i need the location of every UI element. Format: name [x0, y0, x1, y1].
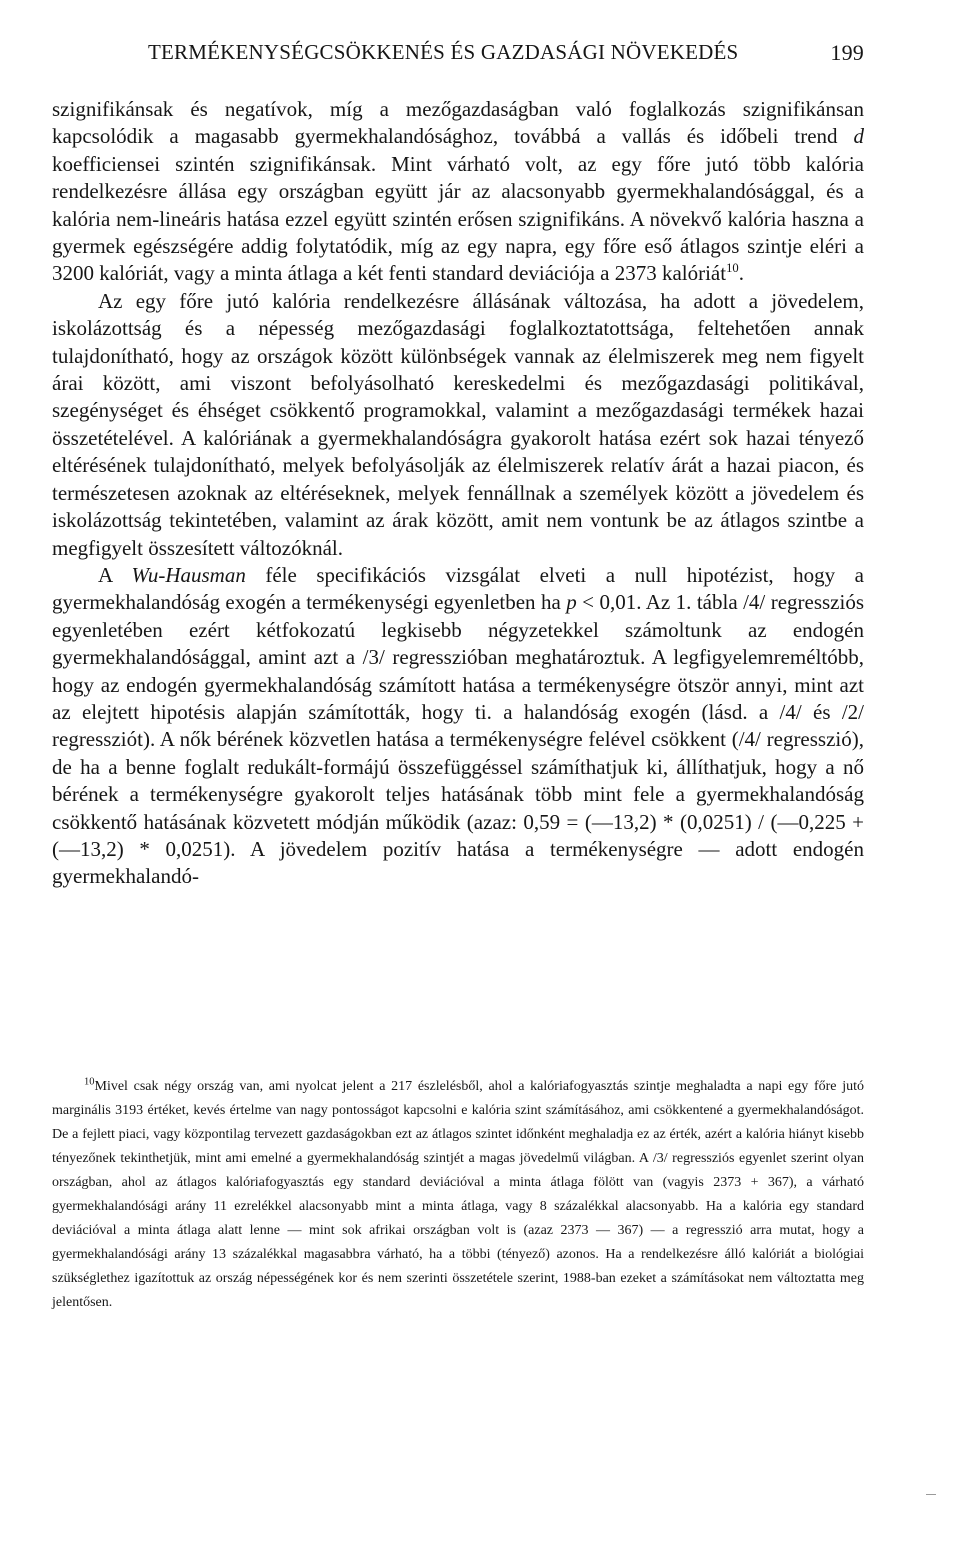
- scan-mark: [926, 1494, 936, 1495]
- paragraph-1-text-a: szignifikánsak és negatívok, míg a mezőgazdaságban való foglalkozás szignifikánsan kapcsolódik a magasabb gyermekhalandósághoz, továbbá a vallás és időbeli trend: [52, 97, 864, 149]
- footnote-section: [52, 1075, 864, 1315]
- paragraph-3-text-a: A: [98, 562, 132, 587]
- paragraph-3-text-b: féle specifikációs vizsgálat elveti a null hipotézist, hogy a gyermekhalandóság exogén a termékenységi egyenletben ha: [52, 562, 864, 615]
- paragraph-1-text-b: koefficiensei szintén szignifikánsak. Mint várható volt, az egy főre jutó több kalória rendelkezésre állása egy országban együtt jár az alacsonyabb gyermekhalandósággal, és a kalória nem-lineáris hatása ezzel együtt szintén erősen szignifikáns. A növekvő kalória haszna a gyermek egészségére addig folytatódik, míg az egy napra, egy főre eső átlagos szintje eléri a 3200 kalóriát, vagy a minta átlaga a két fenti standard deviációja a 2373 kalóriát: [52, 151, 864, 286]
- running-title: TERMÉKENYSÉGCSÖKKENÉS ÉS GAZDASÁGI NÖVEKEDÉS: [148, 40, 739, 64]
- footnote-reference: 10: [726, 261, 739, 276]
- footnote-number: 10: [84, 1076, 95, 1088]
- paragraph-3-text-c: < 0,01. Az 1. tábla /4/ regressziós egyenletében ezért kétfokozatú legkisebb négyzetekkel számoltunk az endogén gyermekhalandósággal, amint azt a /3/ regresszióban meghatároztuk. A legfigyelemreméltóbb, hogy az endogén gyermekhalandóság számított hatása a termékenységre ötször annyi, mint azt az elejtett hipotésis alapján számították, hogy ti. a halandóság exogén (lásd. a /4/ és /2/ regressziót). A nők bérének közvetlen hatása a termékenységre felével csökkent (/4/ regresszió), de ha a benne foglalt redukált-formájú összefüggéssel számíthatjuk ki, állíthatjuk, hogy a nő bérének a termékenységre gyakorolt teljes hatásának több mint fele a gyermekhalandóság csökkentő hatásának közvetett módján működik (azaz: 0,59 = (—13,2) * (0,0251) / (—0,225 + (—13,2) * 0,0251). A jövedelem pozitív hatása a termékenységre — adott endogén gyermekhalandó-: [52, 590, 864, 889]
- paragraph-2: Az egy főre jutó kalória rendelkezésre állásának változása, ha adott a jövedelem, iskolázottság és a népesség mezőgazdasági foglalkoztatottsága, feltehetően annak tulajdonítható, hogy az országok között különbségek vannak az élelmiszerek meg nem figyelt árai között, ami viszont befolyásolható kereskedelmi és mezőgazdasági politikával, szegénységet és éhséget csökkentő programokkal, valamint a mezőgazdasági termékek hazai összetételével. A kalóriának a gyermekhalandóságra gyakorolt hatása ezért sok hazai tényező eltérésének tulajdonítható, melyek befolyásolják az élelmiszerek relatív árát a hazai piacon, és természetesen azoknak az eltéréseknek, melyek fennállnak a személyek között a jövedelem és iskolázottság tekintetében, valamint az árak között, amit nem vontunk be az átlagos szintbe a megfigyelt összesített változóknál.: [52, 288, 864, 560]
- running-header: [148, 36, 864, 70]
- paragraph-1-text-c: .: [738, 261, 744, 286]
- test-name: Wu-Hausman: [131, 562, 246, 587]
- footnote-text: Mivel csak négy ország van, ami nyolcat jelent a 217 észlelésből, ahol a kalóriafogyasztás szintje meghaladta a napi egy főre jutó marginális 3193 értéket, kevés értelme van nagy pontosságot kapcsolni e kalória szint számításához, ami csökkentené a gyermekhalandóságot. De a fejlett piaci, vagy központilag tervezett gazdaságokban ezt az átlagos szintet időnként meghaladja ez az érték, azért a kalória hiányt kisebb tényezőnek tekinthetjük, mint ami emelné a gyermekhalandóság szintjét a magas jövedelmű világban. A /3/ regressziós egyenlet szerint olyan országban, ahol az átlagos kalóriafogyasztás egy standard deviációval a minta átlaga fölött van (vagyis 2373 + 367), a várható gyermekhalandósági arány 11 ezrelékkel alacsonyabb mint a minta átlaga, vagy 8 százalékkal alacsonyabb. Ha a kalória egy standard deviációval a minta átlaga alatt lenne — mint sok afrikai országban volt is (azaz 2373 — 367) — a regresszió arra mutat, hogy a gyermekhalandósági arány 13 százalékkal magasabbra várható, ha a többi (tényező) azonos. Ha a rendelkezésre álló kalóriát a biológiai szükséglethez igazítottuk az ország népességének kor és nem szerinti összetétele szerint, 1988-ban ezeket a számításokat nem változtatta meg jelentősen.: [52, 1079, 864, 1310]
- paragraph-1: [52, 96, 864, 288]
- variable-p: p: [566, 590, 577, 615]
- paragraph-3: [52, 562, 864, 891]
- main-text: [52, 96, 864, 891]
- page-number: 199: [830, 40, 864, 65]
- variable-d: d: [853, 124, 864, 149]
- footnote-10: [52, 1075, 864, 1315]
